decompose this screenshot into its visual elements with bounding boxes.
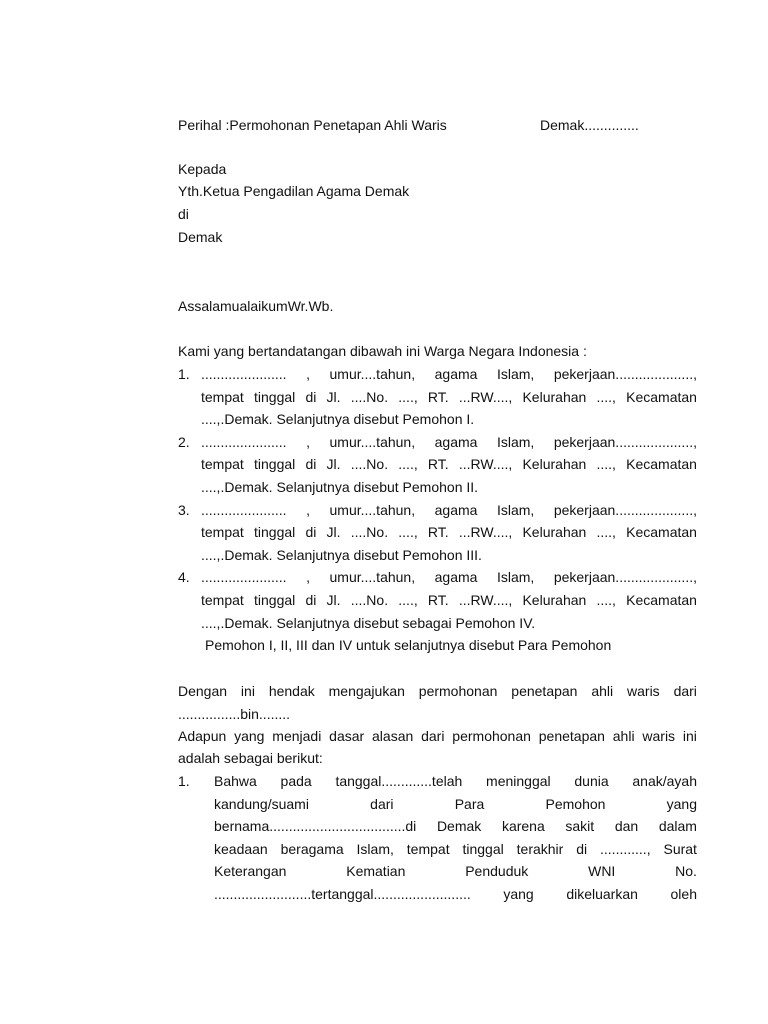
word: tempat	[406, 840, 450, 857]
word: Kelurahan	[522, 592, 587, 608]
recipient-line: Yth.Ketua Pengadilan Agama Demak	[178, 183, 410, 199]
word: ahli	[591, 683, 614, 699]
applicant-line-3: ....,.Demak. Selanjutnya disebut Pemohon I.	[201, 411, 475, 428]
word: pekerjaan....................,	[553, 569, 697, 586]
word: pekerjaan....................,	[553, 433, 697, 450]
applicant-line-1	[201, 365, 697, 383]
word: RT.	[427, 524, 449, 541]
word: dari	[673, 683, 697, 699]
word: ,	[306, 433, 310, 450]
word: ............,	[600, 840, 651, 857]
word: tinggal	[462, 840, 504, 857]
word: Bahwa	[214, 773, 257, 789]
word: RT.	[427, 388, 449, 405]
word: Dengan	[178, 683, 228, 699]
word: Jl.	[326, 456, 341, 473]
di-label: di	[178, 206, 189, 222]
applicant-line-2	[201, 591, 697, 609]
word: umur....tahun,	[329, 569, 416, 586]
word: ....No.	[350, 456, 389, 473]
word: ....,	[398, 456, 418, 473]
recipient-city: Demak	[178, 229, 223, 245]
word: karena	[501, 818, 545, 835]
word: ......................	[201, 569, 287, 586]
word: keadaan	[214, 840, 268, 857]
word: ini	[682, 728, 697, 744]
word: Para	[454, 795, 485, 812]
word: Kelurahan	[522, 524, 587, 541]
paragraph-1-line-1	[178, 682, 697, 700]
word: mengajukan	[328, 683, 405, 699]
word: RT.	[427, 592, 449, 608]
word: ....No.	[350, 592, 389, 608]
word: dikeluarkan	[566, 886, 638, 902]
word: di	[305, 524, 317, 541]
word: yang	[503, 886, 534, 902]
word: Islam,	[496, 433, 535, 450]
word: umur....tahun,	[329, 366, 416, 382]
word: penetapan	[511, 683, 578, 699]
word: dasar	[329, 728, 365, 744]
reason-line	[214, 817, 697, 835]
word: Islam,	[496, 501, 535, 518]
word: pekerjaan....................,	[553, 366, 697, 382]
word: .........................tertanggal.........................	[214, 886, 471, 902]
word: ......................	[201, 501, 287, 518]
word: oleh	[670, 886, 697, 902]
word: yang	[234, 728, 265, 744]
kepada-label: Kepada	[178, 161, 227, 177]
word: tempat	[201, 524, 244, 541]
word: agama	[434, 569, 478, 586]
word: di	[576, 840, 588, 857]
word: Adapun	[178, 728, 227, 744]
applicant-line-3: ....,.Demak. Selanjutnya disebut Pemohon III.	[201, 546, 482, 563]
word: Kecamatan	[626, 456, 697, 473]
word: Kelurahan	[522, 456, 587, 473]
word: ....No.	[350, 524, 389, 541]
word: RT.	[427, 456, 449, 473]
word: ,	[306, 366, 310, 382]
word: pekerjaan....................,	[553, 501, 697, 518]
word: ....,	[596, 592, 616, 608]
word: ...RW....,	[458, 592, 513, 608]
reason-line	[214, 862, 697, 880]
word: dan	[614, 818, 639, 835]
word: kandung/suami	[214, 795, 309, 812]
word: permohonan	[452, 728, 531, 744]
word: WNI	[588, 863, 616, 880]
word: umur....tahun,	[329, 433, 416, 450]
word: bernama...................................di	[214, 818, 417, 835]
word: sakit	[565, 818, 595, 835]
word: di	[305, 456, 317, 473]
word: meninggal	[486, 773, 551, 789]
word: ahli	[612, 728, 635, 744]
reason-line	[214, 885, 697, 903]
applicant-line-1	[201, 568, 697, 586]
subject-line: Perihal :Permohonan Penetapan Ahli Waris	[178, 117, 447, 133]
word: ......................	[201, 366, 287, 382]
word: tinggal	[254, 456, 296, 473]
word: dunia	[574, 773, 609, 789]
word: ...RW....,	[458, 388, 513, 405]
word: tempat	[201, 456, 244, 473]
word: penetapan	[538, 728, 605, 744]
word: Kecamatan	[626, 388, 697, 405]
word: anak/ayah	[632, 773, 697, 789]
word: tanggal.............telah	[335, 773, 463, 789]
word: ....No.	[350, 388, 389, 405]
word: ...RW....,	[458, 456, 513, 473]
word: Kecamatan	[626, 592, 697, 608]
paragraph-1-line-2: ................bin........	[178, 706, 291, 722]
para-pemohon-line: Pemohon I, II, III dan IV untuk selanjutnya disebut Para Pemohon	[205, 637, 612, 653]
word: di	[305, 592, 317, 608]
greeting: AssalamualaikumWr.Wb.	[178, 298, 334, 314]
word: Islam,	[496, 569, 535, 586]
paragraph-2-line-1	[178, 727, 697, 745]
intro-line: Kami yang bertandatangan dibawah ini Warga Negara Indonesia :	[178, 343, 587, 359]
word: Jl.	[326, 388, 341, 405]
word: dari	[370, 795, 394, 812]
applicant-line-1	[201, 501, 697, 519]
word: Keterangan	[214, 863, 287, 880]
applicant-number: 1.	[178, 366, 190, 382]
word: dalam	[658, 818, 697, 835]
word: Pemohon	[545, 795, 606, 812]
word: waris	[627, 683, 660, 699]
word: agama	[434, 433, 478, 450]
word: ,	[306, 569, 310, 586]
word: menjadi	[272, 728, 322, 744]
applicant-number: 3.	[178, 501, 190, 518]
word: umur....tahun,	[329, 501, 416, 518]
word: agama	[434, 366, 478, 382]
word: waris	[642, 728, 676, 744]
word: permohonan	[418, 683, 498, 699]
word: beragama	[280, 840, 344, 857]
word: yang	[666, 795, 697, 812]
paragraph-2-line-2: adalah sebagai berikut:	[178, 750, 323, 766]
word: tempat	[201, 592, 244, 608]
word: ....,	[596, 388, 616, 405]
reason-line	[214, 840, 697, 858]
word: Jl.	[326, 524, 341, 541]
word: ....,	[398, 388, 418, 405]
word: dari	[421, 728, 445, 744]
word: ....,	[596, 456, 616, 473]
word: ,	[306, 501, 310, 518]
applicant-number: 2.	[178, 433, 190, 450]
word: ....,	[398, 524, 418, 541]
reason-line	[214, 795, 697, 813]
word: Penduduk	[465, 863, 529, 880]
word: No.	[675, 863, 697, 880]
word: Kematian	[346, 863, 406, 880]
word: alasan	[372, 728, 414, 744]
word: di	[305, 388, 317, 405]
applicant-line-2	[201, 388, 697, 406]
word: ....,	[596, 524, 616, 541]
word: Kecamatan	[626, 524, 697, 541]
applicant-line-1	[201, 433, 697, 451]
word: Jl.	[326, 592, 341, 608]
word: Islam,	[356, 840, 394, 857]
reason-number: 1.	[178, 773, 190, 789]
applicant-number: 4.	[178, 569, 190, 586]
word: Islam,	[496, 366, 535, 382]
word: hendak	[268, 683, 315, 699]
applicant-line-2	[201, 455, 697, 473]
word: ini	[240, 683, 255, 699]
word: ....,	[398, 592, 418, 608]
word: tinggal	[254, 592, 296, 608]
word: terakhir	[516, 840, 564, 857]
word: Surat	[663, 840, 697, 857]
word: ...RW....,	[458, 524, 513, 541]
word: agama	[434, 501, 478, 518]
place-date: Demak..............	[540, 117, 639, 133]
applicant-line-3: ....,.Demak. Selanjutnya disebut Pemohon II.	[201, 479, 479, 495]
applicant-line-3: ....,.Demak. Selanjutnya disebut sebagai Pemohon IV.	[201, 614, 536, 631]
word: ......................	[201, 433, 287, 450]
word: Demak	[436, 818, 482, 835]
word: tempat	[201, 388, 244, 405]
word: pada	[280, 773, 312, 789]
word: Kelurahan	[522, 388, 587, 405]
word: tinggal	[254, 524, 296, 541]
applicant-line-2	[201, 523, 697, 541]
word: tinggal	[254, 388, 296, 405]
reason-line	[214, 772, 697, 790]
